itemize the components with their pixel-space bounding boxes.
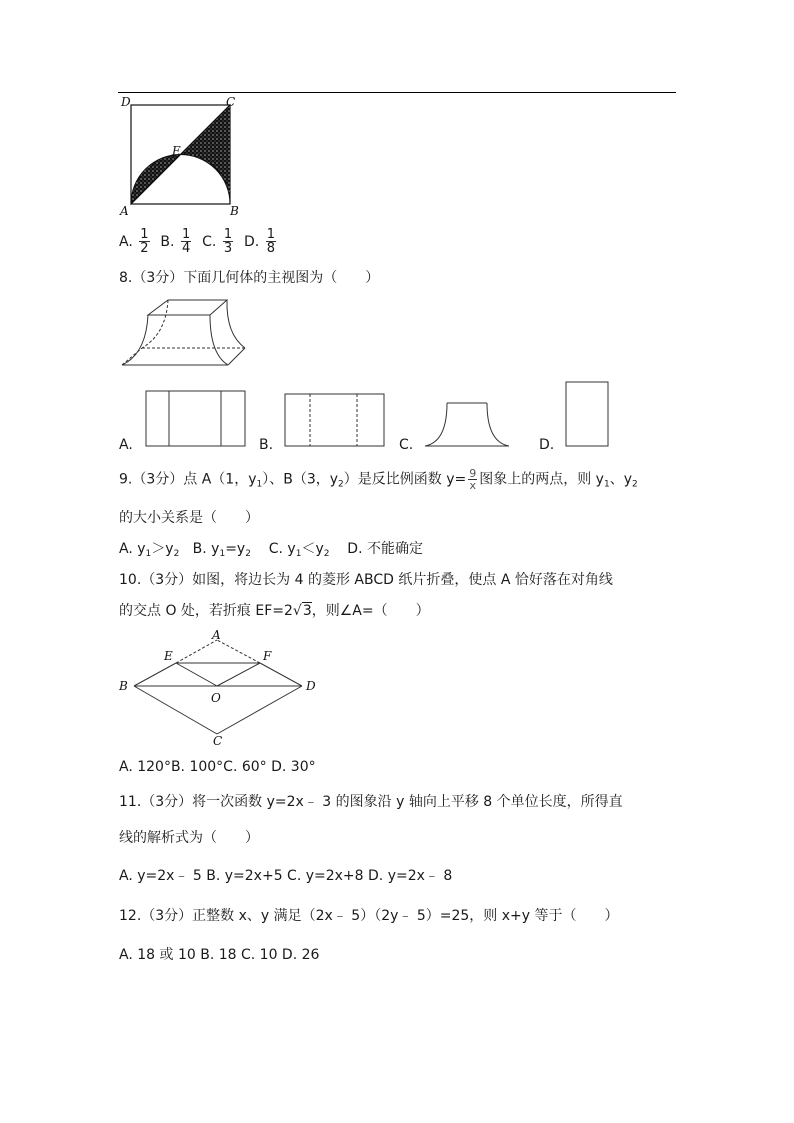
den: x [469,479,476,492]
sub: 1 [256,479,263,490]
opt-letter: D. [244,233,260,250]
num: 1 [140,227,149,242]
q7-opt-d[interactable] [244,227,278,256]
label-c: C [213,734,223,748]
q9-opt-d[interactable]: D. 不能确定 [347,541,423,557]
q8-opt-c-figure[interactable] [423,402,511,448]
q10-stem-line1: 10.（3分）如图，将边长为 4 的菱形 ABCD 纸片折叠，使点 A 恰好落在对角线 [119,572,613,588]
text: 、y [609,471,632,488]
label-c: C [226,95,236,109]
label-f: F [263,649,272,663]
sub: 1 [219,549,226,559]
q7-figure [116,94,246,218]
q8-opt-b-figure[interactable] [284,393,386,448]
sub: 1 [145,549,152,559]
label-d: D [121,95,131,109]
den: 3 [223,241,233,256]
q10-stem-line2 [119,601,430,621]
den: 2 [140,241,149,256]
q12-options[interactable]: A. 18 或 10 B. 18 C. 10 D. 26 [119,947,320,963]
q11-stem-line1: 11.（3分）将一次函数 y=2x﹣ 3 的图象沿 y 轴向上平移 8 个单位长度，所得直 [119,794,623,810]
den: 4 [181,241,191,256]
q9-opt-a[interactable] [119,541,179,557]
q9-stem [119,468,638,495]
q7-opt-a[interactable] [119,227,152,256]
text: A. y [119,541,146,557]
q10-options[interactable]: A. 120°B. 100°C. 60° D. 30° [119,759,316,775]
fraction-9-over-x [468,468,477,491]
sub: 1 [295,549,302,559]
q10-rhombus-figure [114,628,324,748]
sub: 2 [323,549,330,559]
q7-opt-c[interactable] [202,227,235,256]
den: 8 [266,241,275,256]
text: ＜y [301,541,324,557]
text: ，则∠A=（ ） [311,603,430,619]
label-d: D [306,679,316,693]
q8-opt-d-figure[interactable] [565,381,610,448]
q8-solid-figure [118,296,250,368]
q8-opt-d-label[interactable]: D. [539,437,555,453]
header-rule [118,92,676,93]
q7-options [119,228,278,255]
sub: 2 [338,479,344,490]
q8-opt-a-figure[interactable] [145,390,247,448]
q9-stem-line2: 的大小关系是（ ） [119,510,259,526]
opt-letter: A. [119,233,133,250]
q8-stem: 8.（3分）下面几何体的主视图为（ ） [119,270,380,286]
q7-opt-b[interactable] [160,227,193,256]
label-e: E [172,144,181,158]
sub: 2 [632,479,638,490]
text: 的交点 O 处，若折痕 EF=2 [119,603,293,619]
opt-letter: B. [160,233,175,250]
text: ＞y [151,541,174,557]
label-a: A [212,628,221,642]
text: ）是反比例函数 y= [343,471,467,488]
num: 1 [266,227,275,242]
q9-opt-c[interactable] [269,541,330,557]
label-e: E [164,649,173,663]
text: 图象上的两点，则 y [479,471,604,488]
q8-opt-c-label[interactable]: C. [399,437,414,453]
q12-stem: 12.（3分）正整数 x、y 满足（2x﹣ 5）（2y﹣ 5）=25，则 x+y 等于（ ） [119,908,619,924]
label-b: B [119,679,128,693]
q11-options[interactable]: A. y=2x﹣ 5 B. y=2x+5 C. y=2x+8 D. y=2x﹣ 8 [119,868,453,884]
q9-opt-b[interactable] [193,541,251,557]
opt-letter: C. [202,233,217,250]
num: 1 [223,227,233,242]
num: 1 [181,227,191,242]
q8-opt-b-label[interactable]: B. [259,437,274,453]
q8-opt-a-label[interactable]: A. [119,437,133,453]
label-b: B [230,204,239,218]
sub: 1 [603,479,610,490]
label-a: A [120,204,129,218]
sqrt-radicand: 3 [302,603,312,619]
text: 9.（3分）点 A（1，y [119,471,257,488]
text: C. y [268,541,296,557]
q11-stem-line2: 线的解析式为（ ） [119,830,259,846]
sqrt-sign: √ [292,603,302,619]
text: =y [225,541,246,557]
text: B. y [192,541,220,557]
sub: 2 [173,549,180,559]
q9-options [119,539,423,564]
num: 9 [469,467,477,480]
text: ）、B（3，y [262,471,339,488]
label-o: O [211,691,221,705]
sub: 2 [245,549,251,559]
